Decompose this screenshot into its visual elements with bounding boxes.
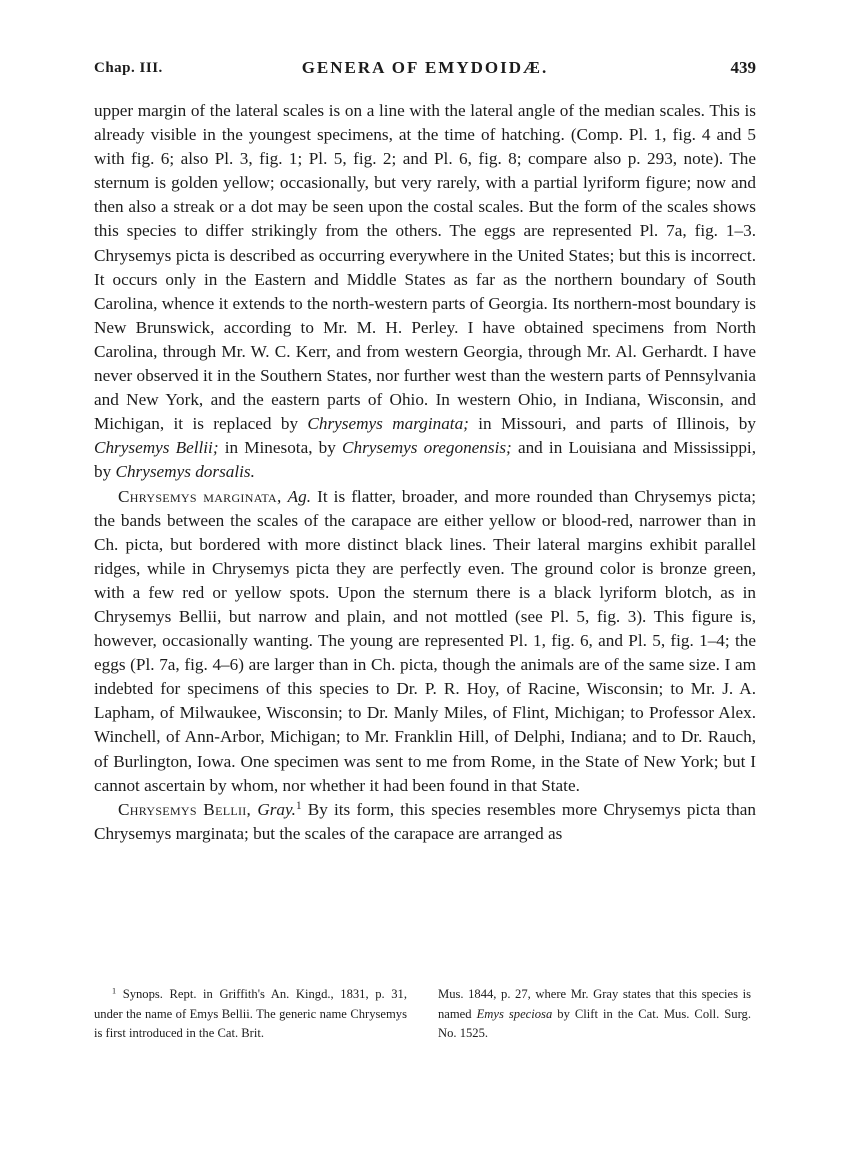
text-run: Synops. Rept. in Griffith's An. Kingd., 1831, p. 31, under the name of Emys Bellii. The generic name Chrysemys is first introduced in the Cat. Brit. bbox=[94, 987, 407, 1040]
paragraph bbox=[94, 485, 756, 798]
text-run: by Clift in the Cat. Mus. Coll. Surg. No. 1525. bbox=[438, 1006, 751, 1040]
text-run: in Minesota, by bbox=[218, 438, 343, 458]
text-run: and in Louisiana and Mississippi, by bbox=[94, 438, 757, 482]
paragraph bbox=[94, 798, 756, 846]
text-run: It is flatter, broader, and more rounded than Chrysemys picta; the bands between the scales of the carapace are either yellow or blood-red, narrower than in Ch. picta, but bordered with more distinct black lines. Their lateral margins exhibit parallel ridges, while in Chrysemys picta they are perfectly even. The ground color is bronze green, with a few red or yellow spots. Upon the sternum there is a black lyriform blotch, as in Chrysemys Bellii, but narrow and plain, and not mottled (see Pl. 5, fig. 3). This figure is, however, occasionally wanting. The young are represented Pl. 1, fig. 6, and Pl. 5, fig. 1–4; the eggs (Pl. 7a, fig. 4–6) are larger than in Ch. picta, though the animals are of the same size. I am indebted for specimens of this species to Dr. P. R. Hoy, of Racine, Wisconsin; to Mr. J. A. Lapham, of Milwaukee, Wisconsin; to Dr. Manly Miles, of Flint, Michigan; to Professor Alex. Winchell, of Ann-Arbor, Michigan; to Mr. Franklin Hill, of Delphi, Indiana; and to Dr. Rauch, of Burlington, Iowa. One specimen was sent to me from Rome, in the State of New York; but I cannot ascertain by whom, nor whether it had been found in that State. bbox=[94, 486, 756, 795]
text-run: upper margin of the lateral scales is on a line with the lateral angle of the median scales. This is already visible in the youngest specimens, at the time of hatching. (Comp. Pl. 1, fig. 4 and 5 with fig. 6; also Pl. 3, fig. 1; Pl. 5, fig. 2; and Pl. 6, fig. 8; compare also p. 293, note). The sternum is golden yellow; occasionally, but very rarely, with a partial lyriform figure; now and then also a streak or a dot may be seen upon the costal scales. But the form of the scales shows this species to differ strikingly from the others. The eggs are represented Pl. 7a, fig. 1–3. Chrysemys picta is described as occurring everywhere in the United States; but this is incorrect. It occurs only in the Eastern and Middle States as far as the northern boundary of South Carolina, whence it extends to the north-western parts of Georgia. Its northern-most boundary is New Brunswick, according to Mr. M. H. Perley. I have obtained specimens from North Carolina, through Mr. W. C. Kerr, and from western Georgia, through Mr. Al. Gerhardt. I have never observed it in the Southern States, nor further west than the western parts of Pennsylvania and New York, and the eastern parts of Ohio. In western Ohio, in Indiana, Wisconsin, and Michigan, it is replaced by bbox=[94, 101, 756, 434]
italic-text: Chrysemys marginata; bbox=[307, 414, 469, 434]
italic-text: Chrysemys dorsalis. bbox=[115, 462, 255, 482]
text-run: By its form, this species resembles more Chrysemys picta than Chrysemys marginata; but the scales of the carapace are arranged as bbox=[94, 799, 756, 843]
running-header bbox=[94, 58, 756, 84]
footnote-marker: 1 bbox=[112, 986, 117, 996]
species-name-heading: Chrysemys marginata, bbox=[118, 486, 282, 506]
footnote-column-right bbox=[438, 985, 751, 1044]
text-run: in Missouri, and parts of Illinois, by bbox=[468, 414, 756, 434]
footnote-marker: 1 bbox=[295, 799, 302, 812]
page-number: 439 bbox=[730, 58, 756, 77]
running-title: GENERA OF EMYDOIDÆ. bbox=[301, 58, 549, 77]
italic-text: Ag. bbox=[287, 486, 312, 506]
italic-text: Emys speciosa bbox=[476, 1006, 553, 1021]
paragraph bbox=[94, 99, 756, 485]
body-text bbox=[94, 99, 756, 846]
chapter-label: Chap. III. bbox=[94, 60, 163, 76]
species-name-heading: Chrysemys Bellii, bbox=[118, 799, 252, 819]
text-run: Mus. 1844, p. 27, where Mr. Gray states that this species is named bbox=[438, 987, 751, 1021]
footnote-column-left bbox=[94, 985, 407, 1044]
italic-text: Gray. bbox=[257, 799, 296, 819]
italic-text: Chrysemys Bellii; bbox=[94, 438, 219, 458]
italic-text: Chrysemys oregonensis; bbox=[342, 438, 512, 458]
